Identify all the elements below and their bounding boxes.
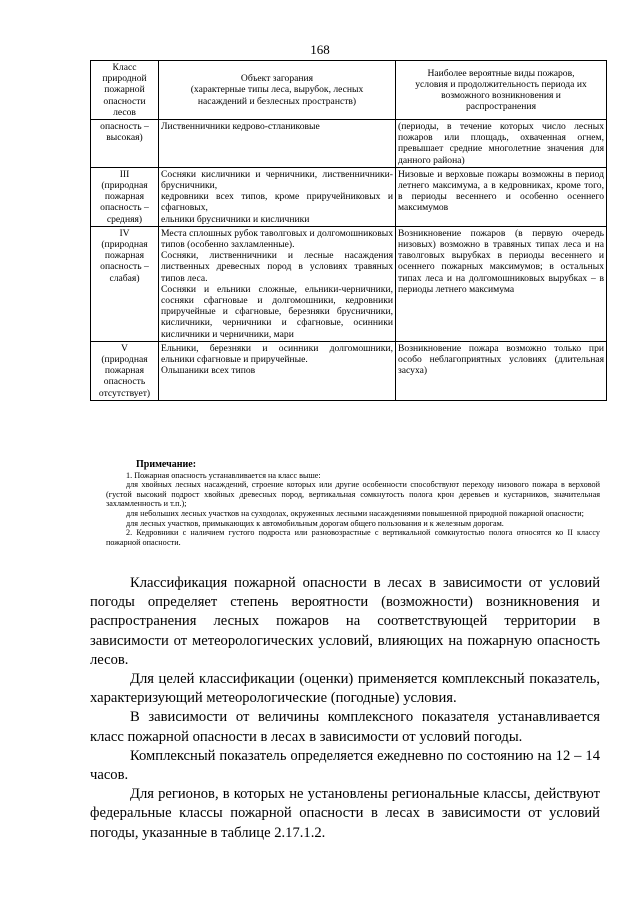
cell-object: Сосняки кисличники и черничники, лиственничники-брусничники, кедровники всех типов, кроме приручейниковых и сфагновых, ельники брусничники и кисличники xyxy=(159,167,396,226)
cell-fires: Низовые и верховые пожары возможны в период летнего максимума, а в кедровниках, кроме того, в периоды весеннего и особенно осеннего максимумов xyxy=(396,167,607,226)
note-line: 1. Пожарная опасность устанавливается на класс выше: xyxy=(126,470,321,480)
cell-object: Ельники, березняки и осинники долгомошники, ельники сфагновые и приручейные. Ольшаники всех типов xyxy=(159,341,396,400)
cell-class: опасность – высокая) xyxy=(91,120,159,168)
cell-class: III (природная пожарная опасность – средняя) xyxy=(91,167,159,226)
table-row xyxy=(91,167,607,226)
cell-class: V (природная пожарная опасность отсутствует) xyxy=(91,341,159,400)
table-note xyxy=(106,460,600,547)
header-class: Класс природной пожарной опасности лесов xyxy=(91,61,159,120)
table-row xyxy=(91,120,607,168)
paragraph: Для целей классификации (оценки) применяется комплексный показатель, характеризующий метеорологические (погодные) условия. xyxy=(90,671,600,707)
cell-object: Лиственничники кедрово-стланиковые xyxy=(159,120,396,168)
cell-object: Места сплошных рубок таволговых и долгомошниковых типов (особенно захламленные). Сосняки, лиственничники и лесные насаждения лиственных древесных пород в условиях травяных типов леса. Сосняки и ельники сложные, ельники-черничники, сосняки сфагновые и долгомошники, кедровники приручейные и сфагновые, березняки брусничники, кисличники, черничники и сфагновые, осинники кисличники и черничники, мари xyxy=(159,226,396,341)
note-line: для небольших лесных участков на суходолах, окруженных лесными насаждениями повышенной природной пожарной опасности; xyxy=(126,508,584,518)
page-number: 168 xyxy=(310,42,330,57)
paragraph: В зависимости от величины комплексного показателя устанавливается класс пожарной опасности в лесах в зависимости от условий погоды. xyxy=(90,709,600,745)
cell-class: IV (природная пожарная опасность – слабая) xyxy=(91,226,159,341)
fire-danger-table xyxy=(90,60,607,401)
cell-fires: Возникновение пожаров (в первую очередь низовых) возможно в травяных типах леса и на таволговых вырубках в периоды весеннего и осеннего пожарных максимумов; в остальных типах леса и на долгомошниковых вырубках – в периоды летнего максимума xyxy=(396,226,607,341)
note-title: Примечание: xyxy=(136,459,197,470)
paragraph: Классификация пожарной опасности в лесах в зависимости от условий погоды определяет степень вероятности (возможности) возникновения и распространения лесных пожаров на соответствующей территории в зависимости от метеорологических условий, влияющих на пожарную опасность лесов. xyxy=(90,575,600,668)
paragraph: Для регионов, в которых не установлены региональные классы, действуют федеральные классы пожарной опасности в лесах в зависимости от условий погоды, указанные в таблице 2.17.1.2. xyxy=(90,786,600,841)
header-fires: Наиболее вероятные виды пожаров, условия и продолжительность периода их возможного возникновения и распространения xyxy=(396,61,607,120)
header-object: Объект загорания (характерные типы леса, вырубок, лесных насаждений и безлесных пространств) xyxy=(159,61,396,120)
main-text xyxy=(90,574,600,843)
note-line: для хвойных лесных насаждений, строение которых или другие особенности способствуют переходу низового пожара в верховой (густой высокий подрост хвойных древесных пород, вертикальная сомкнутость полога крон деревьев и кустарников, значительная захламленность и т.п.); xyxy=(106,480,600,509)
paragraph: Комплексный показатель определяется ежедневно по состоянию на 12 – 14 часов. xyxy=(90,747,600,784)
table-header-row xyxy=(91,61,607,120)
note-line: 2. Кедровники с наличием густого подроста или разновозрастные с вертикальной сомкнутостью полога относятся ко II классу пожарной опасности. xyxy=(106,528,600,547)
table-row xyxy=(91,226,607,341)
table-row xyxy=(91,341,607,400)
cell-fires: Возникновение пожара возможно только при особо неблагоприятных условиях (длительная засуха) xyxy=(396,341,607,400)
cell-fires: (периоды, в течение которых число лесных пожаров или площадь, охваченная огнем, превышает средние многолетние значения для данного района) xyxy=(396,120,607,168)
note-line: для лесных участков, примыкающих к автомобильным дорогам общего пользования и к железным дорогам. xyxy=(126,518,504,528)
